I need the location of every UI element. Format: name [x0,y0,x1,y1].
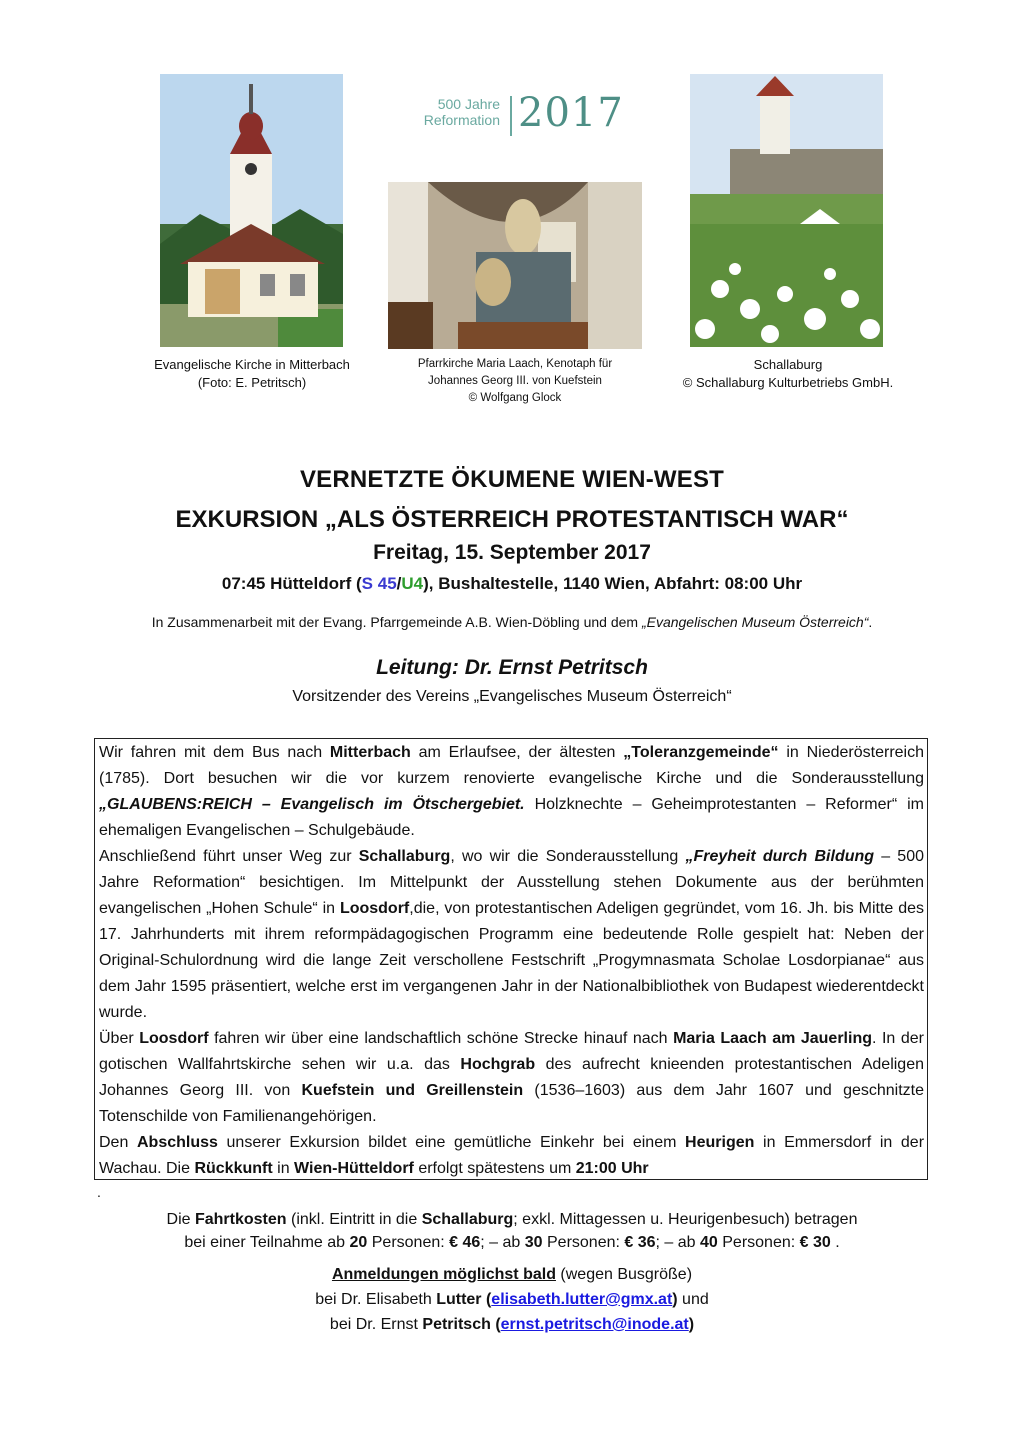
meeting-point [0,574,1024,594]
p3-s2: fahren wir über eine landschaftlich schöne Strecke hinauf nach [208,1030,674,1047]
cost-q: € 30 [799,1234,831,1251]
p4-s1: Abschluss [136,1134,218,1151]
cost-i: € 46 [449,1234,481,1251]
p3-s0: Über [99,1030,140,1047]
p1-s0: Wir fahren mit dem Bus nach [99,744,330,761]
p2-s1: Schallaburg [358,848,451,865]
title-line1: VERNETZTE ÖKUMENE WIEN-WEST [299,466,725,493]
cost-f: bei einer Teilnahme ab [184,1234,350,1251]
p1-s5: „GLAUBENS:REICH – Evangelisch im Ötschergebiet. [99,796,525,813]
reg2-pre: bei Dr. Ernst [329,1316,423,1333]
p1-s2: am Erlaufsee, der ältesten [410,744,624,761]
schallaburg-photo [690,74,883,347]
p2-s5: Loosdorf [339,900,410,917]
cost-e: ; exkl. Mittagessen u. Heurigenbesuch) betragen [513,1211,858,1228]
stray-dot: . [97,1184,101,1200]
email-link-lutter[interactable]: elisabeth.lutter@gmx.at [491,1291,673,1308]
coop-post: . [868,614,873,630]
p4-s2: unserer Exkursion bildet eine gemütliche Einkehr bei einem [217,1134,686,1151]
cost-n: ; – ab [655,1234,700,1251]
reg1-post: und [677,1291,709,1308]
vorsitz: Vorsitzender des Vereins „Evangelisches Museum Österreich“ [292,688,732,705]
cost-c: (inkl. Eintritt in die [286,1211,422,1228]
leitung: Leitung: Dr. Ernst Petritsch [376,656,648,679]
caption-schallaburg-line2: © Schallaburg Kulturbetriebs GmbH. [682,375,894,390]
reformation-logo [400,92,628,142]
p2-s4: – 500 Jahre Reformation“ besichtigen. Im Mittelpunkt der Ausstellung stehen Dokumente aus der berühmten evangelischen „Hohen Schule“ in [99,848,925,917]
coop-em: „Evangelischen Museum Österreich“ [641,614,869,630]
cost-r: . [830,1234,840,1251]
caption-church-line2: (Foto: E. Petritsch) [197,375,307,390]
cost-p: Personen: [717,1234,800,1251]
cost-m: € 36 [624,1234,656,1251]
meet-s45: S 45 [361,574,397,593]
kenotaph-photo [388,182,642,349]
registration-note: (wegen Busgröße) [555,1266,693,1283]
cost-j: ; – ab [480,1234,525,1251]
caption-kenotaph-line2: Johannes Georg III. von Kuefstein [428,375,602,387]
reg2-name: Petritsch [422,1316,491,1333]
p3-s3: Maria Laach am Jauerling [673,1030,872,1047]
logo-divider [510,96,512,136]
p4-s0: Den [99,1134,137,1151]
cost-a: Die [166,1211,195,1228]
caption-church-line1: Evangelische Kirche in Mitterbach [154,357,350,372]
event-date: Freitag, 15. September 2017 [373,541,651,564]
p4-s5: Rückkunft [194,1160,273,1177]
registration-heading: Anmeldungen möglichst bald [331,1266,556,1283]
reg1-close: ) [672,1291,678,1308]
p2-s6: ,die, von protestantischen Adeligen gegründet, vom 16. Jh. bis Mitte des 17. Jahrhunderts mit ihrem reformpädagogischen Programm eine bedeutende Rolle gespielt hat: Neben der Original-Schulordnung wird die lange Zeit verschollene Festschrift „Progymnasmata Scholae Losdorpianae“ aus dem Jahr 1595 präsentiert, welche erst im vergangenen Jahr in der Nationalbibliothek von Budapest wiederentdeckt wurde. [99,900,924,1021]
paragraph-1 [99,740,924,844]
cooperation-note [0,614,1024,630]
caption-kenotaph-line1: Pfarrkirche Maria Laach, Kenotaph für [417,358,613,370]
cost-k: 30 [524,1234,543,1251]
caption-schallaburg [660,356,916,392]
p4-s8: erfolgt spätestens um [413,1160,576,1177]
reg1-name: Lutter [436,1291,482,1308]
registration [0,1262,1024,1337]
meet-post: ), Bushaltestelle, 1140 Wien, Abfahrt: 08:00 Uhr [423,574,803,593]
cost-g: 20 [349,1234,368,1251]
p4-s9: 21:00 Uhr [575,1160,649,1177]
meet-pre: 07:45 Hütteldorf ( [221,574,362,593]
reg1-pre: bei Dr. Elisabeth [315,1291,437,1308]
p2-s3: „Freyheit durch Bildung [685,848,875,865]
cost-d: Schallaburg [421,1211,514,1228]
caption-kenotaph-line3: © Wolfgang Glock [468,392,562,404]
caption-kenotaph [380,356,650,407]
p2-s0: Anschließend führt unser Weg zur [99,848,359,865]
caption-church [130,356,374,392]
meet-slash: / [396,574,402,593]
p2-s2: , wo wir die Sonderausstellung [450,848,686,865]
cost-l: Personen: [542,1234,625,1251]
p3-s4: . In der gotischen Wallfahrtskirche sehen wir u.a. das [99,1030,924,1073]
logo-line2: Reformation [423,112,500,128]
cost-b: Fahrtkosten [194,1211,287,1228]
p4-s3: Heurigen [685,1134,755,1151]
coop-pre: In Zusammenarbeit mit der Evang. Pfarrgemeinde A.B. Wien-Döbling und dem [151,614,642,630]
cost-h: Personen: [367,1234,450,1251]
logo-line1: 500 Jahre [437,96,500,112]
meet-u4: U4 [401,574,424,593]
costs [0,1208,1024,1254]
church-mitterbach-photo [160,74,343,347]
p4-s6: in [272,1160,295,1177]
p1-s4: in Niederösterreich (1785). Dort besuchen wir die vor kurzem renovierte evangelische Kirche und die Sonderausstellung [99,744,925,787]
email-link-petritsch[interactable]: ernst.petritsch@inode.at [500,1316,689,1333]
paragraph-4 [99,1130,924,1182]
cost-o: 40 [700,1234,718,1251]
p4-s7: Wien-Hütteldorf [294,1160,414,1177]
caption-schallaburg-line1: Schallaburg [753,357,823,372]
p3-s8: (1536–1603) aus dem Jahr 1607 und geschnitzte Totenschilde von Familienangehörigen. [99,1082,925,1125]
description-box [94,738,928,1180]
p4-s4: in Emmersdorf in der Wachau. Die [99,1134,925,1177]
reg2-open: ( [490,1316,501,1333]
p3-s7: Kuefstein und Greillenstein [301,1082,524,1099]
paragraph-2 [99,844,924,1026]
p3-s6: des aufrecht knieenden protestantischen Adeligen Johannes Georg III. von [99,1056,925,1099]
p3-s1: Loosdorf [139,1030,209,1047]
p3-s5: Hochgrab [460,1056,536,1073]
reg2-close: ) [688,1316,695,1333]
logo-year: 2017 [518,90,624,136]
p1-s3: „Toleranzgemeinde“ [623,744,779,761]
p1-s1: Mitterbach [329,744,411,761]
reg1-open: ( [481,1291,492,1308]
title-line2: EXKURSION „ALS ÖSTERREICH PROTESTANTISCH WAR“ [175,506,849,533]
p1-s6: Holzknechte – Geheimprotestanten – Reformer“ im ehemaligen Evangelischen – Schulgebäude. [99,796,924,839]
paragraph-3 [99,1026,924,1130]
